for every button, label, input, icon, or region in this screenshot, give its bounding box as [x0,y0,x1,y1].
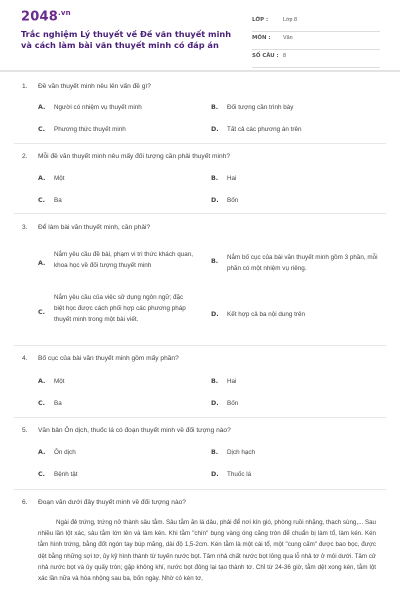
site-logo-tld: .vn [57,9,71,17]
reading-passage: Ngài đẻ trứng, trứng nở thành sâu tằm. Sâu tằm ăn lá dâu, phải để nơi kín gió, phòng ruồi nhặng, thạch sùng,... Sau nhiều lần lột xác, sâu tằm lớn lên và làm kén. Khi tằm "chín" bụng vàng óng căng tròn để chuẩn bị làm tổ, làm kén. Kén tằm hình trứng, bằng đốt ngón tay búp măng, dài độ 1,5-2cm. Kén tằm là một cái tổ, một "cung cấm" được bao bọc, được dệt bằng những sợi tơ, ủy kỹ hình thành từ tuyến nước bọt. Tâm nhả chất nước bọt lỏng qua lỗ nhả tơ ở môi dưới. Tâm cử nhả nước bọt và ủy quấy tròn; gặp không khí, nước bọt đông lại tạo thành tơ. Chỉ từ 24-36 giờ, tằm dệt xong kén, tằm lột xác lần nữa và hóa nhộng sau ba, bốn ngày. Nhờ có kén tơ, [38,519,376,583]
question-text: 1. Đề văn thuyết minh nêu lên vấn đề gì? [22,83,151,90]
question-text: 3. Để làm bài văn thuyết minh, cần phải? [22,224,151,231]
meta-key: SỐ CÂU : [252,53,279,59]
question-divider [14,417,386,418]
meta-table [252,14,380,68]
header-divider [0,70,400,72]
question-text: 6. Đoạn văn dưới đây thuyết minh về đối tượng nào? [22,499,186,506]
meta-value: 8 [283,53,286,59]
meta-value: Văn [283,35,293,41]
meta-value: Lớp 8 [283,17,298,23]
question-divider [14,213,386,214]
header [0,0,400,64]
worksheet-page: $2048^{.vn}$ Trắc nghiệm Lý thuyết về Đề văn thuyết minh và cách làm bài văn thuyết minh có đáp án LỚP : Lớp 8 MÔN : Văn SỐ CÂU : 8 1. Đề văn thuyết minh nêu lên vấn đề gì? A. Người có nhiệm vụ thuyết minh B. Đối tượng cần trình bày C. Phương thức thuyết minh D. Tất cả các phương án trên 2. Mỗi đề văn thuyết minh nêu mấy đối tượng cần phải thuyết minh? A. Một B. Hai C. Ba D. Bốn 3. Để làm bài văn thuyết minh, cần phải? A. Nắm yêu cầu đề bài, phạm vi tri thức khách quan, khoa học về đối tượng thuyết minh B. Nắm bố cục của bài văn thuyết minh gồm 3 phần, mỗi phần có một nhiệm vụ riêng. C. Nắm yêu cầu của việc sử dụng ngôn ngữ; đặc biệt học được cách phối hợp các phương pháp thuyết minh trong một bài viết. D. Kết hợp cả ba nội dung trên 4. Bố cục của bài văn thuyết minh gồm mấy phần? A. Một B. Hai C. Ba D. Bốn 5. Văn bản Ôn dịch, thuốc lá có đoạn thuyết minh về đối tượng nào? A. Ôn dịch B. Dịch hạch C. Bệnh tật D. Thuốc lá 6. Đoạn văn dưới đây thuyết minh về đối tượng nào? Ngài đẻ trứng, trứng nở thành sâu tằm. Sâu tằm ăn lá dâu, phải để nơi kín gió, phòng ruồi nhặng, thạch sùng,... Sau nhiều lần lột xác, sâu tằm lớn lên và làm kén. Khi tằm "chín" bụng vàng óng căng tròn để chuẩn bị làm tổ, làm kén. Kén tằm hình trứng, bằng đốt ngón tay búp măng, dài độ 1,5-2cm. Kén tằm là một cái tổ, một "cung cấm" được bao bọc, được dệt bằng những sợi tơ, ủy kỹ hình thành từ tuyến nước bọt. Tâm nhả chất nước bọt lỏng qua lỗ nhả tơ ở môi dưới. Tâm cử nhả nước bọt và ủy quấy tròn; gặp không khí, nước bọt đông lại tạo thành tơ. Chỉ từ 24-36 giờ, tằm dệt xong kén, tằm lột xác lần nữa và hóa nhộng sau ba, bốn ngày. Nhờ có kén tơ, [0,0,400,600]
meta-row-class [252,14,380,32]
question-divider [14,345,386,346]
meta-row-subject [252,32,380,50]
meta-row-count [252,50,380,68]
page-title: Trắc nghiệm Lý thuyết về Đề văn thuyết minh và cách làm bài văn thuyết minh có đáp án [21,29,232,50]
question-divider [14,143,386,144]
question-text: 5. Văn bản Ôn dịch, thuốc lá có đoạn thuyết minh về đối tượng nào? [22,427,231,434]
meta-key: LỚP : [252,17,269,23]
meta-key: MÔN : [252,35,271,41]
site-logo[interactable]: $2048^{.vn}$ [21,9,71,25]
question-text: 2. Mỗi đề văn thuyết minh nêu mấy đối tượng cần phải thuyết minh? [22,153,231,160]
question-text: 4. Bố cục của bài văn thuyết minh gồm mấy phần? [22,355,179,362]
question-divider [14,489,386,490]
